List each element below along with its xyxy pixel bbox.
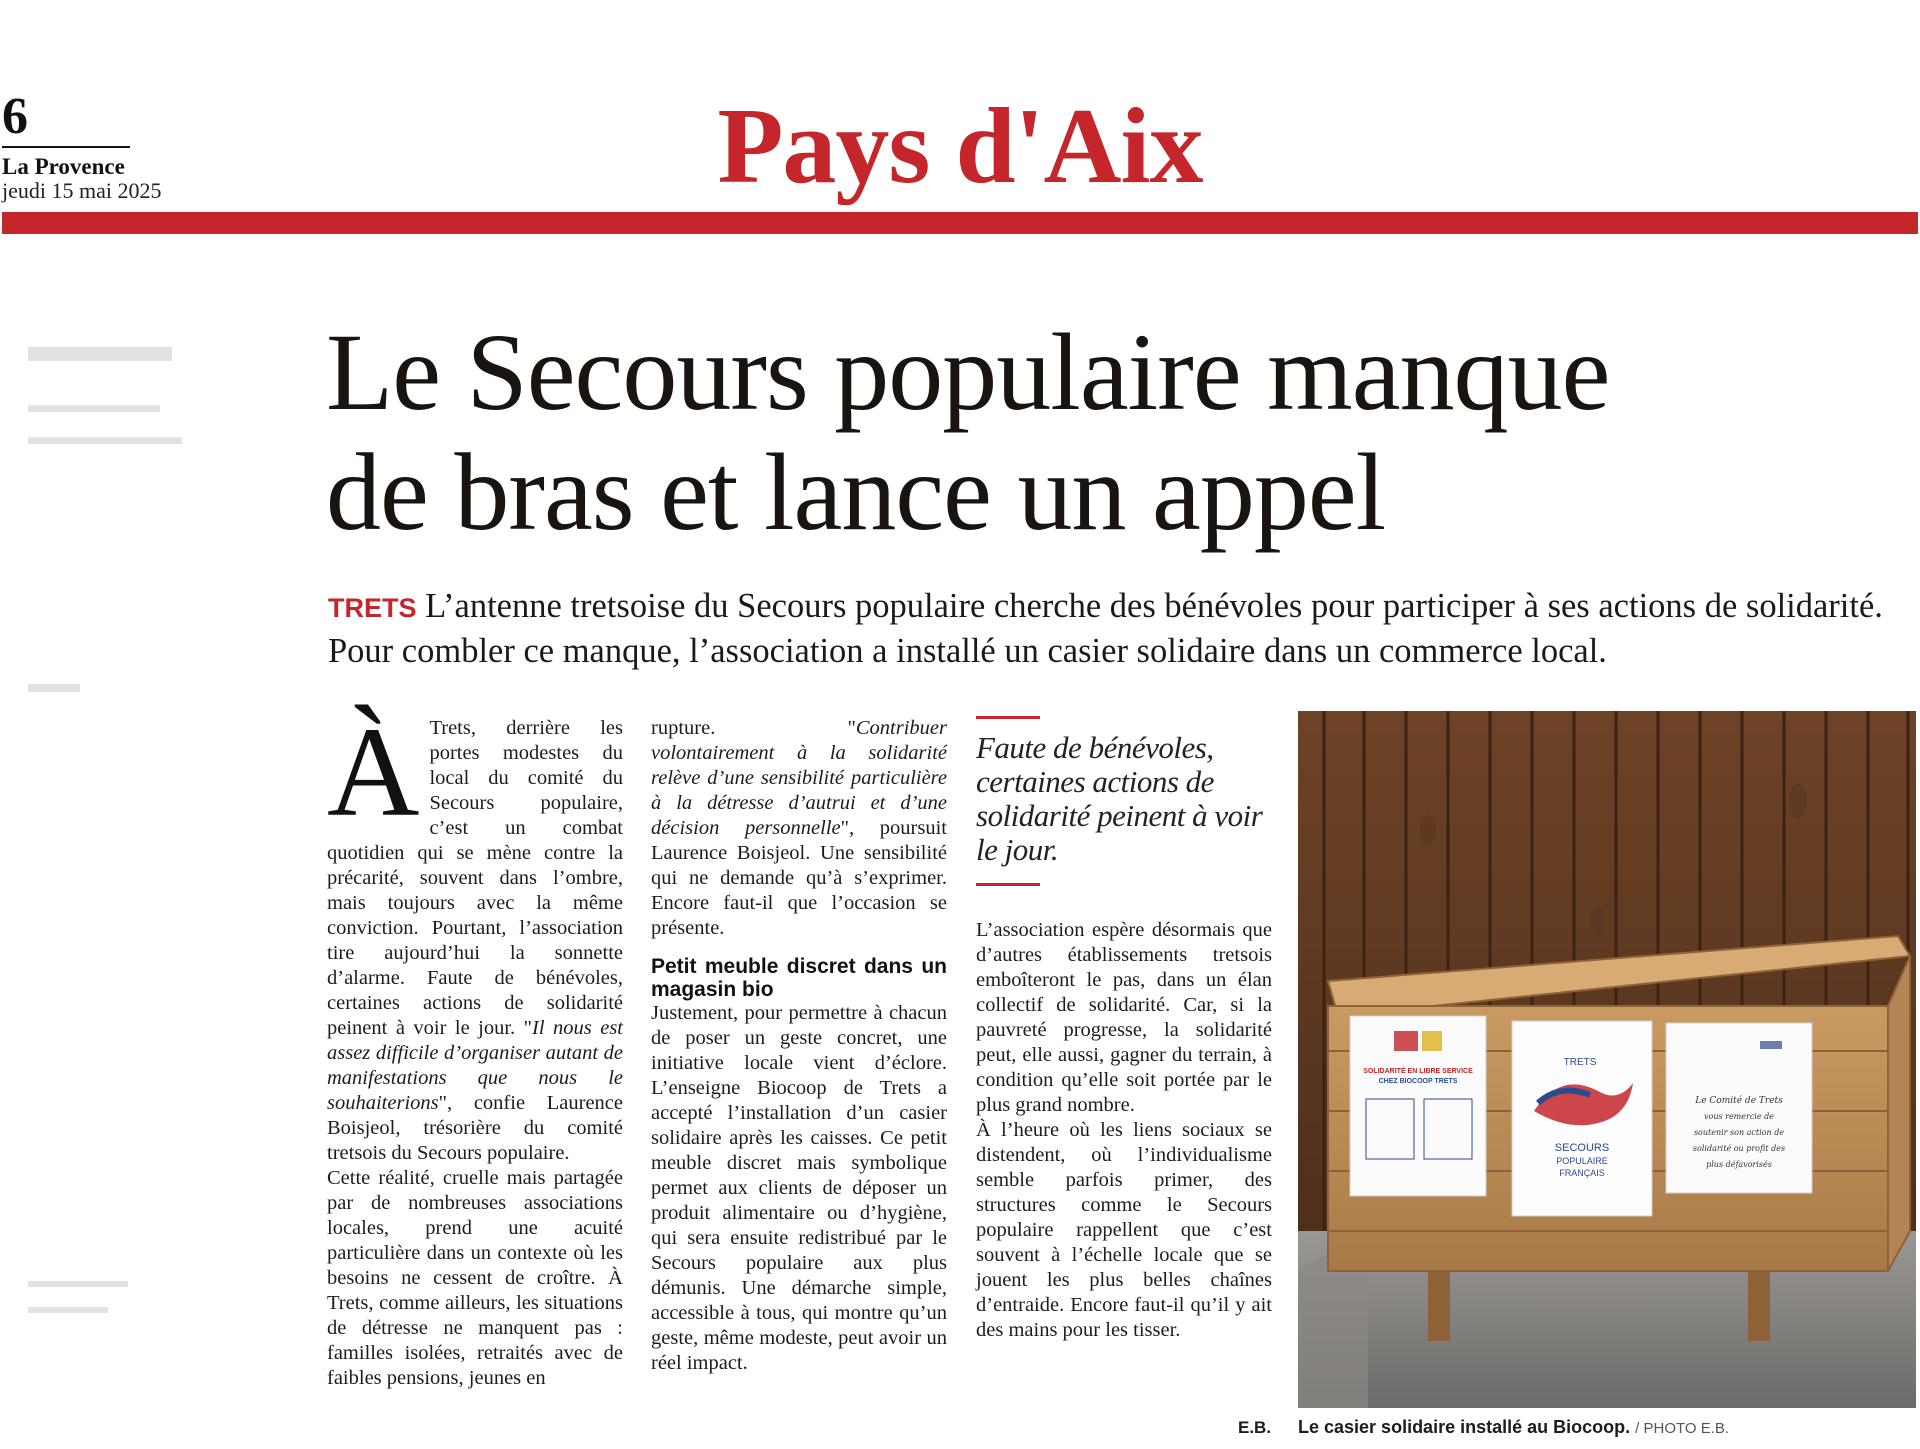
poster-right-line-3: soutenir son action de <box>1693 1128 1785 1137</box>
poster-left-line-1: SOLIDARITÉ EN LIBRE SERVICE <box>1363 1068 1473 1075</box>
article-headline <box>326 312 1916 552</box>
paragraph: Cette réalité, cruelle mais partagée par de nombreuses associations locales, prend une acuité particulière dans un contexte où les besoins ne cessent de croître. À Trets, comme ailleurs, les situations de détresse ne manquent pas : familles isolées, retraités avec de faibles pensions, jeunes en <box>327 1167 623 1389</box>
headline-line-1: Le Secours populaire manque <box>326 311 1610 433</box>
quote-text: Il nous est assez difficile d’organiser autant de manifestations que nous le souhaiterions <box>327 1017 624 1114</box>
poster-right-line-4: solidarité ou profit des <box>1692 1144 1786 1153</box>
bleed-through-mark: ▬▬▬▬▬ <box>28 1270 128 1292</box>
bleed-through-mark: ▬▬▬▬▬▬ <box>28 392 160 417</box>
paragraph-text: ", confie Laurence Boisjeol, trésorière du comité tretsois du Secours populaire. <box>327 1092 623 1164</box>
article-photo <box>1298 711 1916 1408</box>
poster-center <box>1512 1021 1652 1216</box>
author-signature: E.B. <box>1238 1418 1272 1437</box>
poster-right-line-5: plus défavorisés <box>1706 1160 1772 1169</box>
solidarity-crate-photo <box>1298 711 1916 1408</box>
bleed-through-mark: ▬▬▬▬ <box>28 1296 108 1318</box>
publication-date: jeudi 15 mai 2025 <box>2 178 162 203</box>
paragraph: À l’heure où les liens sociaux se distendent, où l’individualisme semble parfois primer, des structures comme le Secours populaire rappellent que c’est souvent à l’échelle locale que se jouent les plus belles chaînes d’entraide. Encore faut-il qu’il y ait des mains pour les tisser. <box>976 1119 1272 1341</box>
poster-center-line-3: FRANÇAIS <box>1559 1168 1605 1178</box>
poster-right <box>1666 1023 1812 1193</box>
paragraph <box>327 701 624 1166</box>
crate-side <box>1888 956 1910 1271</box>
bleed-through-mark: ▬▬▬ <box>28 319 172 372</box>
poster-center-line-1: SECOURS <box>1554 1142 1610 1154</box>
paragraph-text: rupture. " <box>651 717 856 739</box>
paragraph <box>651 716 947 941</box>
article-column-2 <box>651 716 947 1376</box>
crate-leg <box>1428 1271 1450 1341</box>
bleed-through-mark: ▬▬▬▬▬▬▬ <box>28 424 182 449</box>
poster-right-line-1: Le Comité de Trets <box>1695 1096 1783 1106</box>
article-column-1 <box>327 701 624 1391</box>
paragraph: L’association espère désormais que d’autres établissements tretsois emboîteront le pas, dans un élan collectif de solidarité. Car, si la pauvreté progresse, la solidarité peut, elle aussi, gagner du terrain, à condition qu’elle soit portée par le plus grand nombre. <box>976 919 1272 1116</box>
bleed-through-mark: ▬▬ <box>28 668 80 698</box>
photo-credit: / PHOTO E.B. <box>1635 1420 1730 1437</box>
caption-text: Le casier solidaire installé au Biocoop. <box>1298 1417 1631 1437</box>
section-title: Pays d'Aix <box>717 87 1203 206</box>
article-lead <box>328 585 1913 673</box>
section-rule <box>2 212 1918 234</box>
intertitle: Petit meuble discret dans un magasin bio <box>651 955 947 1001</box>
location-kicker: TRETS <box>328 593 417 623</box>
newspaper-name: La Provence <box>2 154 125 179</box>
page-number-rule <box>2 146 130 148</box>
quote-text: Contribuer volontairement à la solidarité relève d’une sensibilité particulière à la détresse d’autrui et d’une décision personnelle <box>651 717 947 839</box>
lead-text: L’antenne tretsoise du Secours populaire cherche des bénévoles pour participer à ses actions de solidarité. Pour combler ce manque, l’association a installé un casier solidaire dans un commerce local. <box>328 587 1883 670</box>
paragraph: Justement, pour permettre à chacun de poser un geste concret, une initiative locale vient d’éclore. L’enseigne Biocoop de Trets a accepté l’installation d’un casier solidaire après les caisses. Ce petit meuble discret mais symbolique permet aux clients de déposer un produit alimentaire ou d’hygiène, qui sera ensuite redistribué par le Secours populaire aux plus démunis. Une démarche simple, accessible à tous, qui montre qu’un geste, même modeste, peut avoir un réel impact. <box>651 1002 947 1374</box>
headline-line-2: de bras et lance un appel <box>326 431 1386 553</box>
poster-right-line-2: vous remercie de <box>1703 1112 1775 1121</box>
pull-quote: Faute de bénévoles, certaines actions de solidarité peinent à voir le jour. <box>976 730 1263 867</box>
photo-caption <box>1298 1417 1729 1438</box>
paragraph-text: Trets, derrière les portes modestes du local du comité du Secours populaire, c’est un combat quotidien qui se mène contre la précarité, souvent dans l’ombre, mais toujours avec la même conviction. Pourtant, l’association tire aujourd’hui la sonnette d’alarme. Faute de bénévoles, certaines actions de solidarité peinent à voir le jour. " <box>327 717 623 1039</box>
pull-quote-rule-bottom <box>976 883 1040 886</box>
article-column-3 <box>976 716 1272 1343</box>
paragraph-text: ", poursuit Laurence Boisjeol. Une sensibilité qui ne demande qu’à s’exprimer. Encore faut-il que l’occasion se présente. <box>651 817 947 939</box>
page-number: 6 <box>2 88 28 145</box>
poster-left-line-2: CHEZ BIOCOOP TRETS <box>1378 1078 1458 1085</box>
drop-cap: À <box>327 701 420 843</box>
poster-left <box>1350 1016 1486 1196</box>
pull-quote-rule-top <box>976 716 1040 719</box>
poster-center-top: TRETS <box>1563 1057 1597 1068</box>
poster-center-line-2: POPULAIRE <box>1556 1156 1608 1166</box>
crate-leg <box>1748 1271 1770 1341</box>
